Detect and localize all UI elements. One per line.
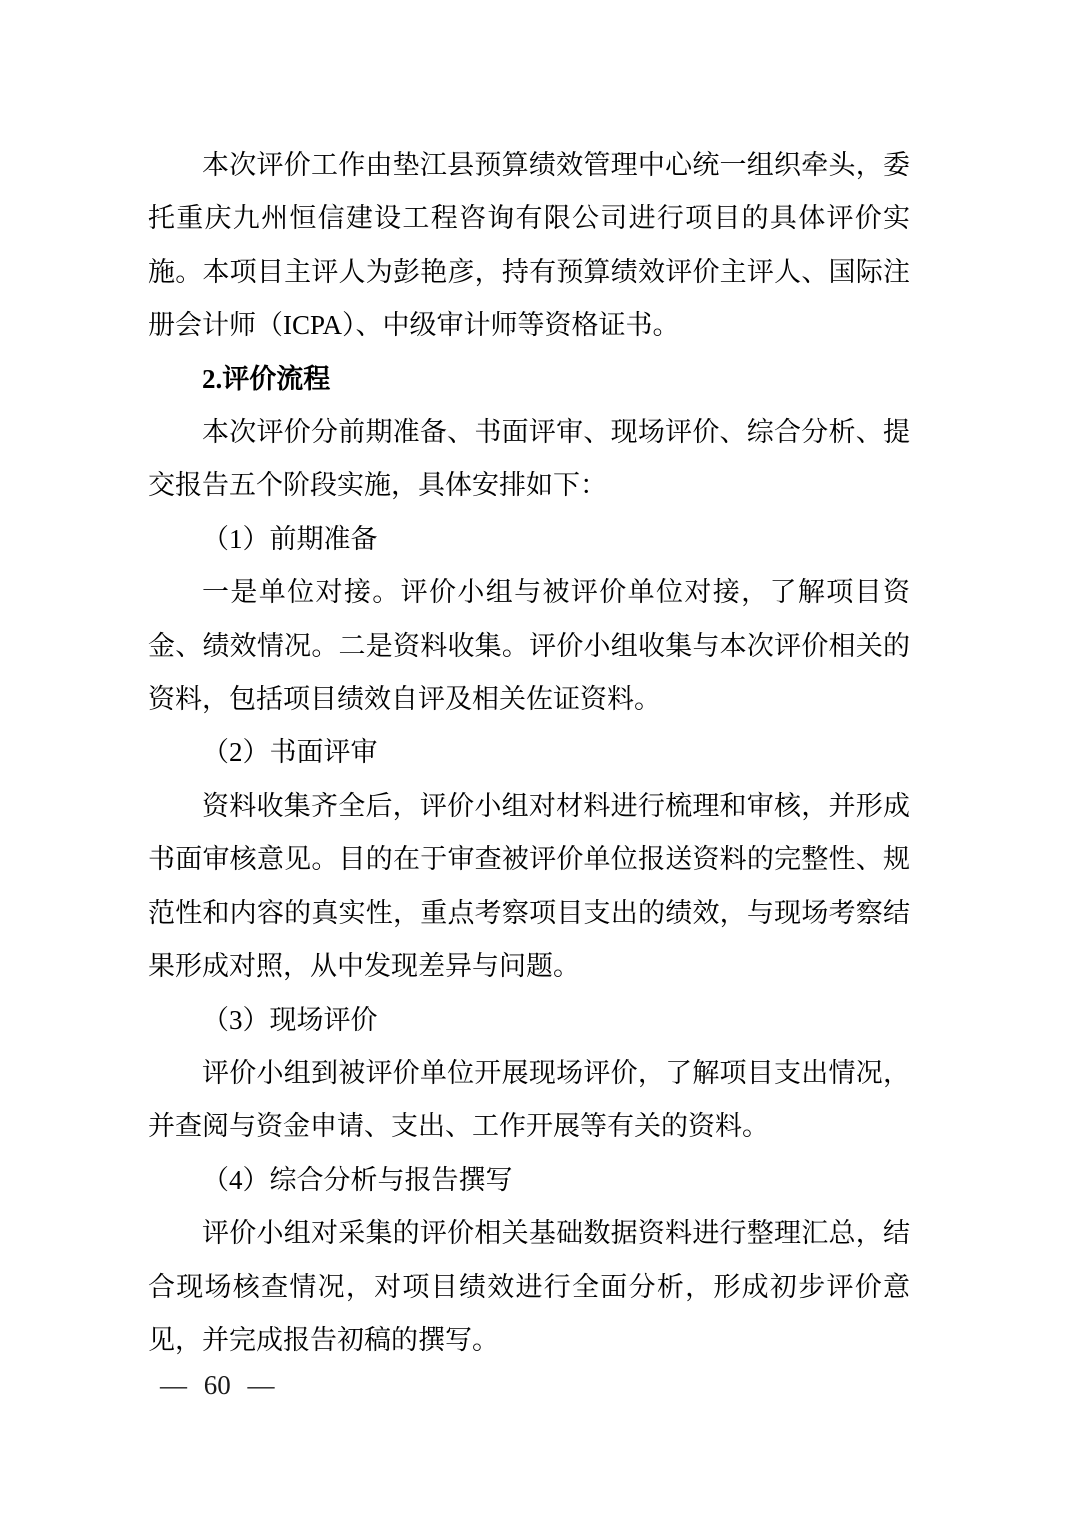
paragraph-evaluator-intro: 本次评价工作由垫江县预算绩效管理中心统一组织牵头，委托重庆九州恒信建设工程咨询有限公司进行项目的具体评价实施。本项目主评人为彭艳彦，持有预算绩效评价主评人、国际注册会计师（ICPA）、中级审计师等资格证书。 xyxy=(148,150,910,341)
page-number: — 60 — xyxy=(160,1370,275,1400)
paragraph-stage-3-detail: 评价小组到被评价单位开展现场评价，了解项目支出情况，并查阅与资金申请、支出、工作开展等有关的资料。 xyxy=(148,1057,910,1142)
subheading-stage-2: （2）书面评审 xyxy=(202,737,378,768)
document-body xyxy=(148,139,910,1367)
paragraph-stage-4-detail: 评价小组对采集的评价相关基础数据资料进行整理汇总，结合现场核查情况，对项目绩效进行全面分析，形成初步评价意见，并完成报告初稿的撰写。 xyxy=(148,1218,910,1355)
paragraph-stage-2-detail: 资料收集齐全后，评价小组对材料进行梳理和审核，并形成书面审核意见。目的在于审查被评价单位报送资料的完整性、规范性和内容的真实性，重点考察项目支出的绩效，与现场考察结果形成对照，从中发现差异与问题。 xyxy=(148,790,910,982)
paragraph-process-overview: 本次评价分前期准备、书面评审、现场评价、综合分析、提交报告五个阶段实施，具体安排如下： xyxy=(148,417,910,501)
paragraph-stage-1-detail: 一是单位对接。评价小组与被评价单位对接，了解项目资金、绩效情况。二是资料收集。评价小组收集与本次评价相关的资料，包括项目绩效自评及相关佐证资料。 xyxy=(148,577,910,715)
subheading-stage-4: （4）综合分析与报告撰写 xyxy=(202,1164,513,1195)
section-heading-evaluation-process: 2.评价流程 xyxy=(202,363,331,394)
subheading-stage-1: （1）前期准备 xyxy=(202,523,378,554)
subheading-stage-3: （3）现场评价 xyxy=(202,1004,378,1035)
